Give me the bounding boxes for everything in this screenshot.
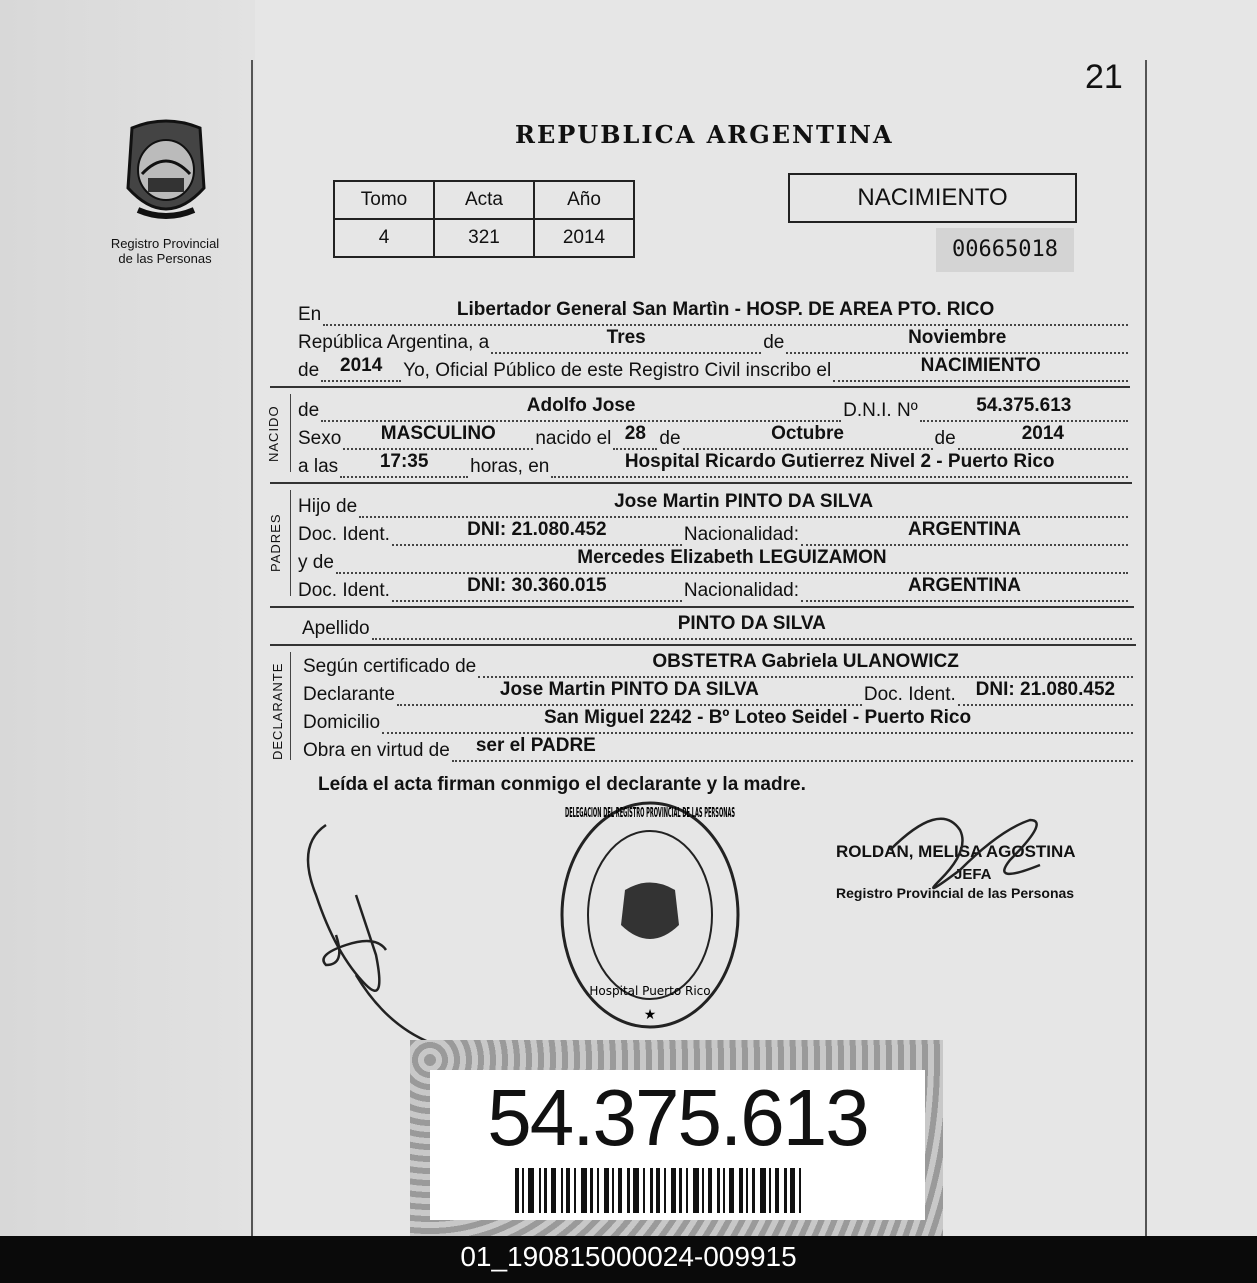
barcode-bar xyxy=(539,1168,541,1213)
serial-number: 00665018 xyxy=(936,228,1074,272)
field-fill xyxy=(372,613,1132,640)
barcode-bar xyxy=(769,1168,771,1213)
table-cell: 4 xyxy=(334,219,434,257)
table-row xyxy=(334,219,634,257)
barcode-bar xyxy=(612,1168,614,1213)
barcode-bar xyxy=(784,1168,787,1213)
field-fill xyxy=(551,451,1128,478)
registry-name: Registro Provincial de las Personas xyxy=(110,236,220,266)
mother-name-value: Mercedes Elizabeth LEGUIZAMON xyxy=(577,547,887,568)
field-label: D.N.I. Nº xyxy=(843,400,918,421)
month-value: Noviembre xyxy=(908,327,1007,348)
id-sticker xyxy=(410,1040,943,1236)
field-label: Yo, Oficial Público de este Registro Civil inscribo el xyxy=(403,360,832,381)
child-name-value: Adolfo Jose xyxy=(526,395,636,416)
section-bracket xyxy=(290,652,291,760)
field-label: de xyxy=(298,360,320,381)
barcode-bar xyxy=(650,1168,653,1213)
barcode-bar xyxy=(693,1168,699,1213)
field-fill xyxy=(958,423,1128,450)
field-label: Doc. Ident. xyxy=(298,524,390,545)
province-emblem-icon xyxy=(118,118,214,228)
sticker-dni-number: 54.375.613 xyxy=(487,1073,868,1162)
field-fill xyxy=(340,451,468,478)
row-address xyxy=(303,708,1135,734)
table-cell: 2014 xyxy=(534,219,634,257)
field-fill xyxy=(683,423,933,450)
barcode-bar xyxy=(627,1168,630,1213)
field-label: Nacionalidad: xyxy=(683,524,800,545)
official-signature xyxy=(880,810,1070,920)
field-label: de xyxy=(659,428,681,449)
mother-doc-value: DNI: 30.360.015 xyxy=(467,575,607,596)
field-label: de xyxy=(298,400,320,421)
barcode-bar xyxy=(574,1168,576,1213)
field-label: de xyxy=(763,332,785,353)
row-reason xyxy=(303,736,1135,762)
footer-bar xyxy=(0,1236,1257,1283)
field-fill xyxy=(343,423,533,450)
father-name-value: Jose Martin PINTO DA SILVA xyxy=(614,491,874,512)
field-fill xyxy=(452,735,1133,762)
field-fill xyxy=(397,679,862,706)
record-type-box: NACIMIENTO xyxy=(788,173,1077,223)
row-time-place xyxy=(298,452,1130,478)
barcode-bar xyxy=(671,1168,676,1213)
barcode-bar xyxy=(643,1168,645,1213)
field-fill xyxy=(392,519,682,546)
field-label: Domicilio xyxy=(303,712,381,733)
field-fill xyxy=(323,299,1128,326)
barcode-bar xyxy=(590,1168,593,1213)
row-date xyxy=(298,328,1130,354)
barcode-bar xyxy=(561,1168,563,1213)
country-title: REPUBLICA ARGENTINA xyxy=(515,120,894,149)
barcode-bar xyxy=(729,1168,734,1213)
row-certificate xyxy=(303,652,1135,678)
right-margin-line xyxy=(1145,60,1147,1236)
birth-month-value: Octubre xyxy=(771,423,844,444)
declarant-doc-value: DNI: 21.080.452 xyxy=(975,679,1116,700)
field-fill xyxy=(491,327,761,354)
barcode-bar xyxy=(708,1168,712,1213)
section-divider xyxy=(270,482,1132,484)
row-sex-birthdate xyxy=(298,424,1130,450)
barcode-bar xyxy=(752,1168,755,1213)
row-surname xyxy=(302,614,1134,640)
barcode-bar xyxy=(656,1168,660,1213)
read-statement: Leída el acta firman conmigo el declarante y la madre. xyxy=(318,774,806,795)
sticker-white-area xyxy=(430,1070,925,1220)
day-value: Tres xyxy=(606,327,646,348)
section-label-declarante: DECLARANTE xyxy=(270,662,285,760)
official-name: ROLDAN, MELISA AGOSTINA xyxy=(836,842,1076,861)
field-label: Declarante xyxy=(303,684,395,705)
section-bracket xyxy=(290,490,291,596)
barcode-bar xyxy=(528,1168,534,1213)
barcode-bar xyxy=(790,1168,795,1213)
barcode-bar xyxy=(723,1168,725,1213)
declarant-name-value: Jose Martin PINTO DA SILVA xyxy=(499,679,759,700)
field-label: República Argentina, a xyxy=(298,332,490,353)
field-fill xyxy=(321,355,401,382)
barcode-bar xyxy=(664,1168,666,1213)
official-stamp xyxy=(555,795,745,1035)
field-label: Nacionalidad: xyxy=(683,580,800,601)
field-label: horas, en xyxy=(470,456,550,477)
official-office: Registro Provincial de las Personas xyxy=(836,885,1075,901)
barcode-bar xyxy=(717,1168,720,1213)
year-value: 2014 xyxy=(340,355,383,376)
footer-code: 01_190815000024-009915 xyxy=(460,1241,797,1272)
barcode-bar xyxy=(686,1168,688,1213)
section-divider xyxy=(270,386,1130,388)
stamp-star-icon: ★ xyxy=(643,1006,657,1022)
stamp-inner-text: Hospital Puerto Rico xyxy=(589,984,711,998)
barcode-bar xyxy=(522,1168,524,1213)
field-label: Obra en virtud de xyxy=(303,740,450,761)
field-label: Según certificado de xyxy=(303,656,477,677)
table-header: Año xyxy=(534,181,634,219)
barcode-bar xyxy=(633,1168,639,1213)
row-year xyxy=(298,356,1130,382)
birth-time-value: 17:35 xyxy=(379,451,429,472)
place-value: Libertador General San Martìn - HOSP. DE AREA PTO. RICO xyxy=(456,299,995,320)
field-label: En xyxy=(298,304,322,325)
field-label: Doc. Ident. xyxy=(863,684,956,705)
stamp-outer-text: DELEGACION DEL REGISTRO PROVINCIAL DE LAS PERSONAS xyxy=(565,806,735,821)
row-place xyxy=(298,300,1130,326)
row-declarant xyxy=(303,680,1135,706)
field-fill xyxy=(920,395,1128,422)
barcode-bar xyxy=(551,1168,556,1213)
address-value: San Miguel 2242 - Bº Loteo Seidel - Puerto Rico xyxy=(543,707,972,728)
section-label-padres: PADRES xyxy=(268,513,283,572)
barcode-bar xyxy=(515,1168,519,1213)
field-label: Hijo de xyxy=(298,496,358,517)
field-fill xyxy=(958,679,1133,706)
reason-value: ser el PADRE xyxy=(475,735,596,756)
mother-nationality-value: ARGENTINA xyxy=(908,575,1021,596)
table-header: Tomo xyxy=(334,181,434,219)
page-number: 21 xyxy=(1085,58,1123,96)
record-table xyxy=(333,180,635,258)
field-fill xyxy=(613,423,657,450)
field-fill xyxy=(786,327,1128,354)
row-father-doc xyxy=(298,520,1130,546)
table-header-row xyxy=(334,181,634,219)
barcode-bar xyxy=(702,1168,704,1213)
barcode-bar xyxy=(544,1168,547,1213)
barcode-icon xyxy=(515,1168,835,1213)
event-value: NACIMIENTO xyxy=(920,355,1041,376)
field-fill xyxy=(478,651,1133,678)
surname-value: PINTO DA SILVA xyxy=(677,613,826,634)
table-header: Acta xyxy=(434,181,534,219)
left-margin-line xyxy=(251,60,253,1236)
field-fill xyxy=(801,575,1128,602)
barcode-bar xyxy=(618,1168,622,1213)
barcode-bar xyxy=(597,1168,599,1213)
field-fill xyxy=(382,707,1133,734)
row-mother-doc xyxy=(298,576,1130,602)
barcode-bar xyxy=(566,1168,570,1213)
field-label: Sexo xyxy=(298,428,342,449)
father-doc-value: DNI: 21.080.452 xyxy=(467,519,607,540)
field-label: Apellido xyxy=(302,618,370,639)
field-fill xyxy=(392,575,682,602)
barcode-bar xyxy=(746,1168,748,1213)
declarant-signature xyxy=(296,815,436,1045)
field-label: y de xyxy=(298,552,334,573)
barcode-bar xyxy=(604,1168,609,1213)
section-label-nacido: NACIDO xyxy=(266,405,281,462)
row-father xyxy=(298,492,1130,518)
barcode-bar xyxy=(679,1168,682,1213)
row-mother xyxy=(298,548,1130,574)
certificate-value: OBSTETRA Gabriela ULANOWICZ xyxy=(652,651,959,672)
table-cell: 321 xyxy=(434,219,534,257)
barcode-bar xyxy=(581,1168,587,1213)
sex-value: MASCULINO xyxy=(380,423,496,444)
barcode-bar xyxy=(799,1168,801,1213)
birth-day-value: 28 xyxy=(624,423,646,444)
barcode-bar xyxy=(760,1168,766,1213)
field-fill xyxy=(359,491,1128,518)
father-nationality-value: ARGENTINA xyxy=(908,519,1021,540)
field-label: Doc. Ident. xyxy=(298,580,390,601)
barcode-bar xyxy=(739,1168,743,1213)
field-label: de xyxy=(934,428,956,449)
section-bracket xyxy=(290,394,291,472)
birth-year-value: 2014 xyxy=(1021,423,1064,444)
field-fill xyxy=(336,547,1128,574)
field-fill xyxy=(321,395,841,422)
barcode-bar xyxy=(775,1168,779,1213)
child-dni-value: 54.375.613 xyxy=(976,395,1072,416)
field-fill xyxy=(801,519,1128,546)
row-child-name xyxy=(298,396,1130,422)
field-fill xyxy=(833,355,1128,382)
official-role: JEFA xyxy=(954,866,992,883)
field-label: nacido el xyxy=(535,428,612,449)
birth-place-value: Hospital Ricardo Gutierrez Nivel 2 - Puerto Rico xyxy=(624,451,1055,472)
section-divider xyxy=(270,606,1134,608)
field-label: a las xyxy=(298,456,339,477)
section-divider xyxy=(270,644,1136,646)
